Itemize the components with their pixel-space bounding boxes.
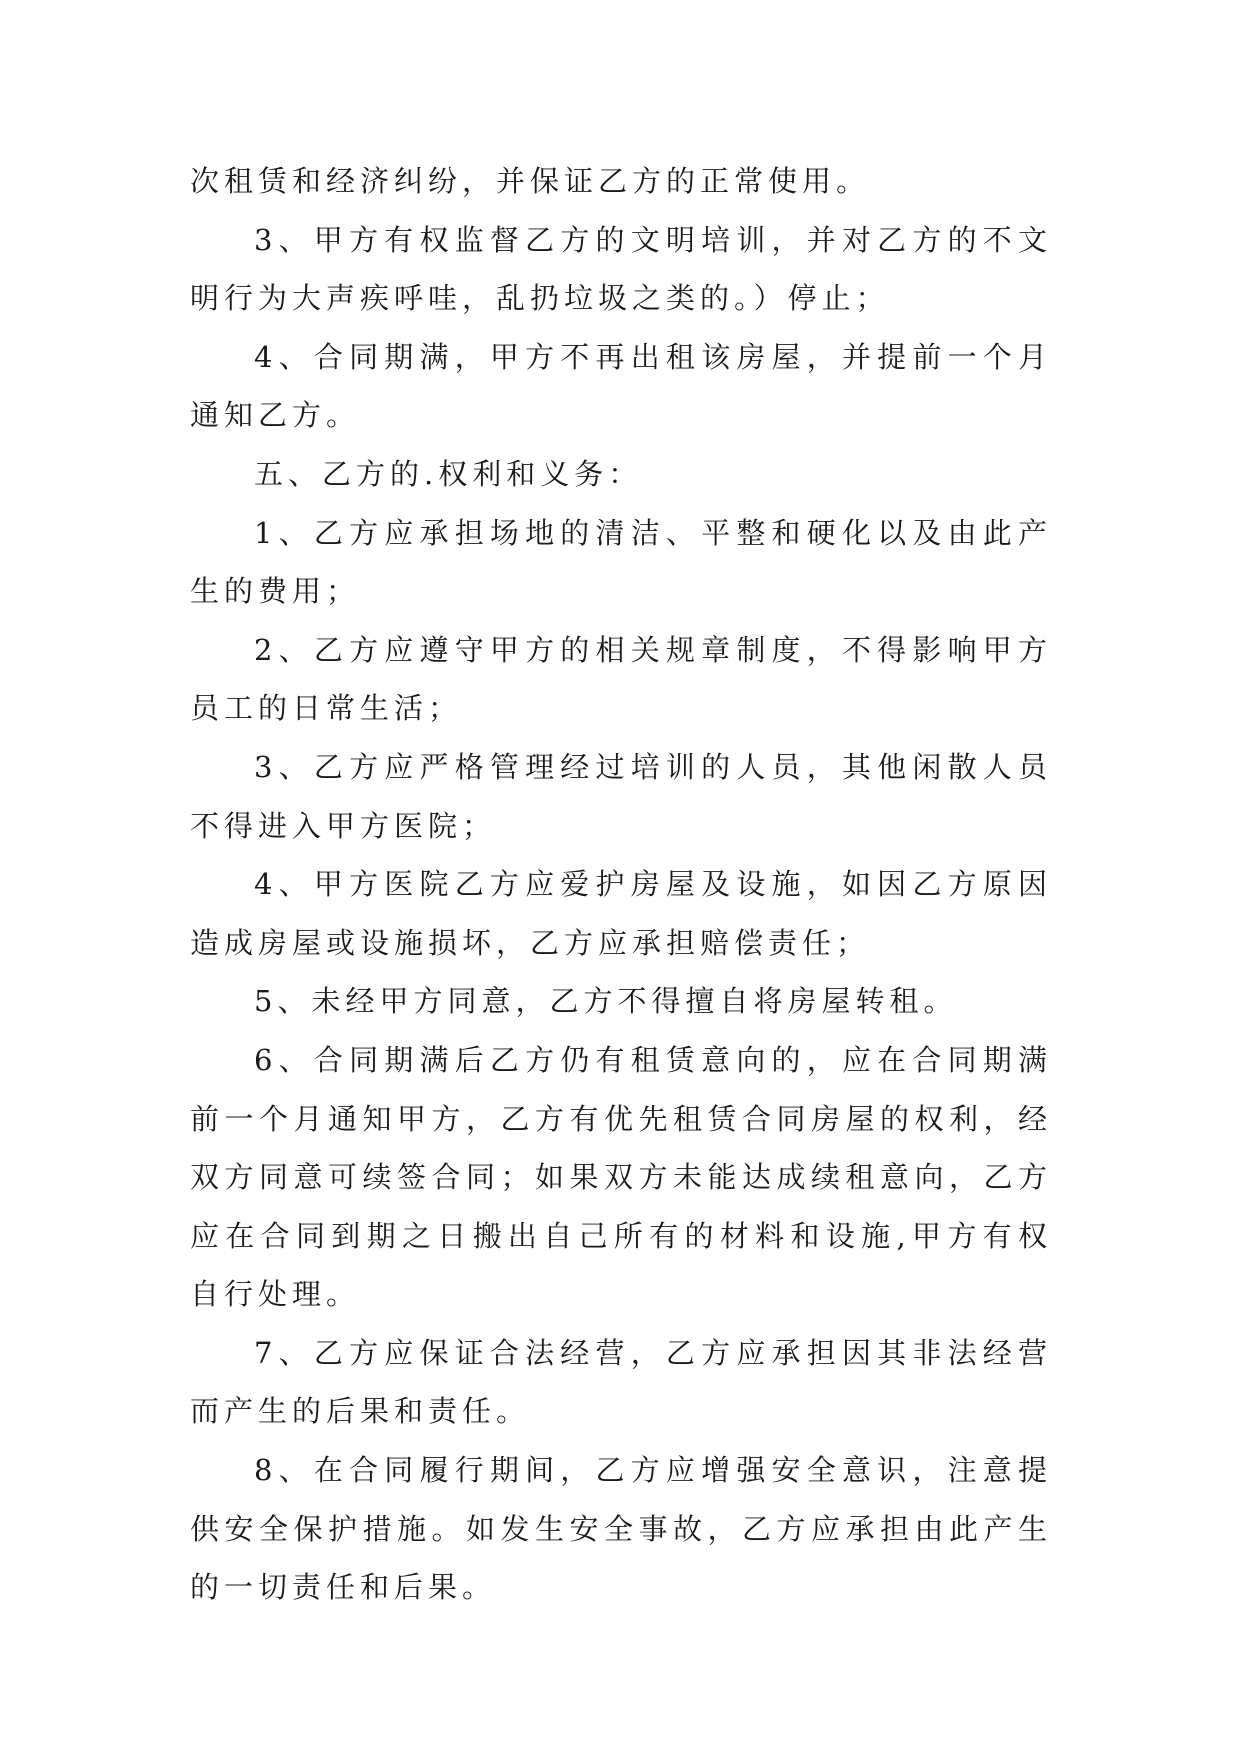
paragraph-clause-5-3: 3、乙方应严格管理经过培训的人员，其他闲散人员不得进入甲方医院； (190, 749, 1052, 843)
paragraph-clause-5-4: 4、甲方医院乙方应爱护房屋及设施，如因乙方原因造成房屋或设施损坏，乙方应承担赔偿责任； (190, 867, 1052, 960)
paragraph-continuation: 次租赁和经济纠纷，并保证乙方的正常使用。 (190, 164, 871, 198)
paragraph-clause-4-4: 4、合同期满，甲方不再出租该房屋，并提前一个月通知乙方。 (190, 339, 1052, 433)
paragraph-clause-5-8: 8、在合同履行期间，乙方应增强安全意识，注意提供安全保护措施。如发生安全事故，乙方应承担由此产生的一切责任和后果。 (190, 1453, 1052, 1605)
paragraph-clause-4-3: 3、甲方有权监督乙方的文明培训，并对乙方的不文明行为大声疾呼哇，乱扔垃圾之类的。）停止； (190, 222, 1052, 316)
paragraph-clause-5-6: 6、合同期满后乙方仍有租赁意向的，应在合同期满前一个月通知甲方，乙方有优先租赁合同房屋的权利，经双方同意可续签合同；如果双方未能达成续租意向，乙方应在合同到期之日搬出自己所有的材料和设施,甲方有权自行处理。 (190, 1042, 1052, 1312)
paragraph-clause-5-1: 1、乙方应承担场地的清洁、平整和硬化以及由此产生的费用； (190, 515, 1052, 609)
section-heading-five: 五、乙方的.权利和义务： (254, 456, 643, 491)
paragraph-clause-5-5: 5、未经甲方同意，乙方不得擅自将房屋转租。 (254, 984, 958, 1019)
paragraph-clause-5-7: 7、乙方应保证合法经营，乙方应承担因其非法经营而产生的后果和责任。 (190, 1335, 1052, 1429)
paragraph-clause-5-2: 2、乙方应遵守甲方的相关规章制度，不得影响甲方员工的日常生活； (190, 632, 1052, 726)
document-body (190, 152, 1052, 1617)
